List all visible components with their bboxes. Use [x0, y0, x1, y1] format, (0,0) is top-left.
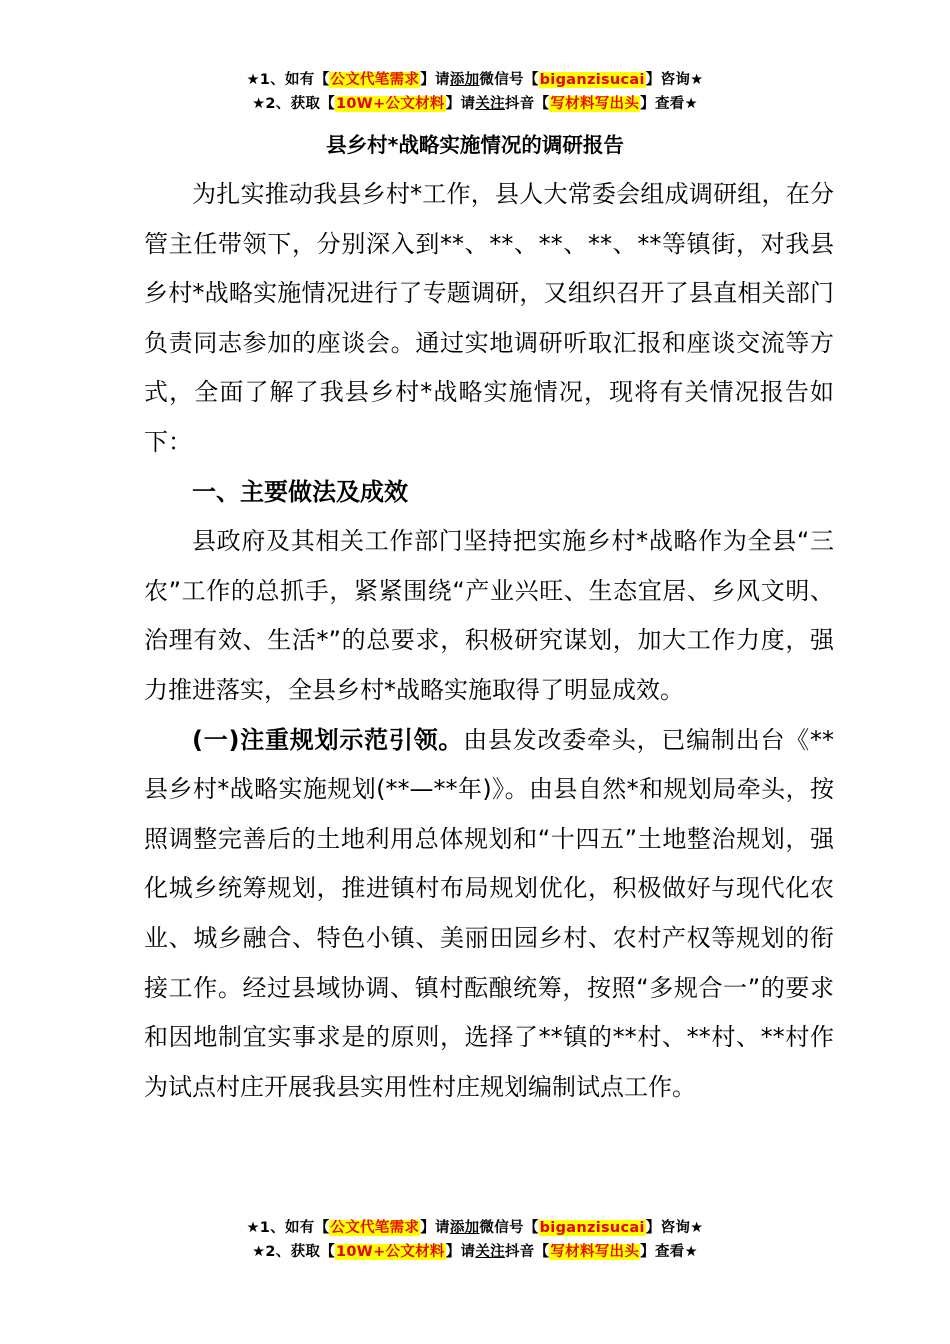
promo-highlight: 写材料写出头 — [550, 1244, 640, 1260]
promo-text: 】咨询★ — [645, 72, 704, 88]
promo-text: 】请 — [420, 72, 450, 88]
promo-text: 抖音【 — [504, 96, 550, 112]
subsection-paragraph — [144, 716, 834, 1113]
promo-highlight: 公文代笔需求 — [330, 72, 420, 88]
promo-text: 微信号【 — [479, 1220, 539, 1236]
promo-text: 】请 — [445, 1244, 476, 1260]
promo-highlight: 公文代笔需求 — [330, 1220, 420, 1236]
promo-text: 抖音【 — [504, 1244, 550, 1260]
promo-text: ★1、如有【 — [246, 72, 330, 88]
promo-text: 】咨询★ — [645, 1220, 704, 1236]
promo-highlight: 10W+公文材料 — [336, 96, 445, 112]
promo-underline: 关注 — [475, 96, 505, 112]
promo-text: 】查看★ — [640, 96, 698, 112]
section-heading: 一、主要做法及成效 — [192, 477, 408, 506]
promo-underline: 添加 — [449, 1220, 480, 1236]
promo-underline: 添加 — [449, 72, 480, 88]
section-paragraph: 县政府及其相关工作部门坚持把实施乡村*战略作为全县“三农”工作的总抓手，紧紧围绕“产业兴旺、生态宜居、乡风文明、治理有效、生活*”的总要求，积极研究谋划，加大工作力度，强力推进落实，全县乡村*战略实施取得了明显成效。 — [144, 527, 834, 704]
promo-highlight: 10W+公文材料 — [336, 1244, 445, 1260]
promo-line-2 — [0, 1240, 950, 1264]
document-body — [144, 170, 834, 1112]
subsection-lead: (一)注重规划示范引领。 — [192, 725, 464, 754]
promo-highlight: biganzisucai — [539, 72, 645, 88]
promo-banner-top — [0, 68, 950, 116]
promo-line-1 — [0, 68, 950, 92]
promo-text: 】请 — [445, 96, 476, 112]
promo-banner-bottom — [0, 1216, 950, 1264]
promo-text: ★1、如有【 — [246, 1220, 330, 1236]
promo-line-2 — [0, 92, 950, 116]
promo-line-1 — [0, 1216, 950, 1240]
subsection-text: 由县发改委牵头，已编制出台《**县乡村*战略实施规划(**—**年)》。由县自然*和规划局牵头，按照调整完善后的土地利用总体规划和“十四五”土地整治规划，强化城乡统筹规划，推进镇村布局规划优化，积极做好与现代化农业、城乡融合、特色小镇、美丽田园乡村、农村产权等规划的衔接工作。经过县域协调、镇村酝酿统筹，按照“多规合一”的要求和因地制宜实事求是的原则，选择了**镇的**村、**村、**村作为试点村庄开展我县实用性村庄规划编制试点工作。 — [144, 725, 835, 1101]
promo-underline: 关注 — [475, 1244, 505, 1260]
promo-text: 】查看★ — [640, 1244, 698, 1260]
promo-highlight: biganzisucai — [539, 1220, 645, 1236]
promo-text: 微信号【 — [479, 72, 539, 88]
document-title: 县乡村*战略实施情况的调研报告 — [326, 133, 624, 157]
promo-highlight: 写材料写出头 — [550, 96, 640, 112]
promo-text: 】请 — [420, 1220, 450, 1236]
promo-text: ★2、获取【 — [252, 96, 335, 112]
intro-paragraph: 为扎实推动我县乡村*工作，县人大常委会组成调研组，在分管主任带领下，分别深入到**、**、**、**、**等镇街，对我县乡村*战略实施情况进行了专题调研，又组织召开了县直相关部门负责同志参加的座谈会。通过实地调研听取汇报和座谈交流等方式，全面了解了我县乡村*战略实施情况，现将有关情况报告如下： — [144, 180, 834, 456]
promo-text: ★2、获取【 — [252, 1244, 335, 1260]
